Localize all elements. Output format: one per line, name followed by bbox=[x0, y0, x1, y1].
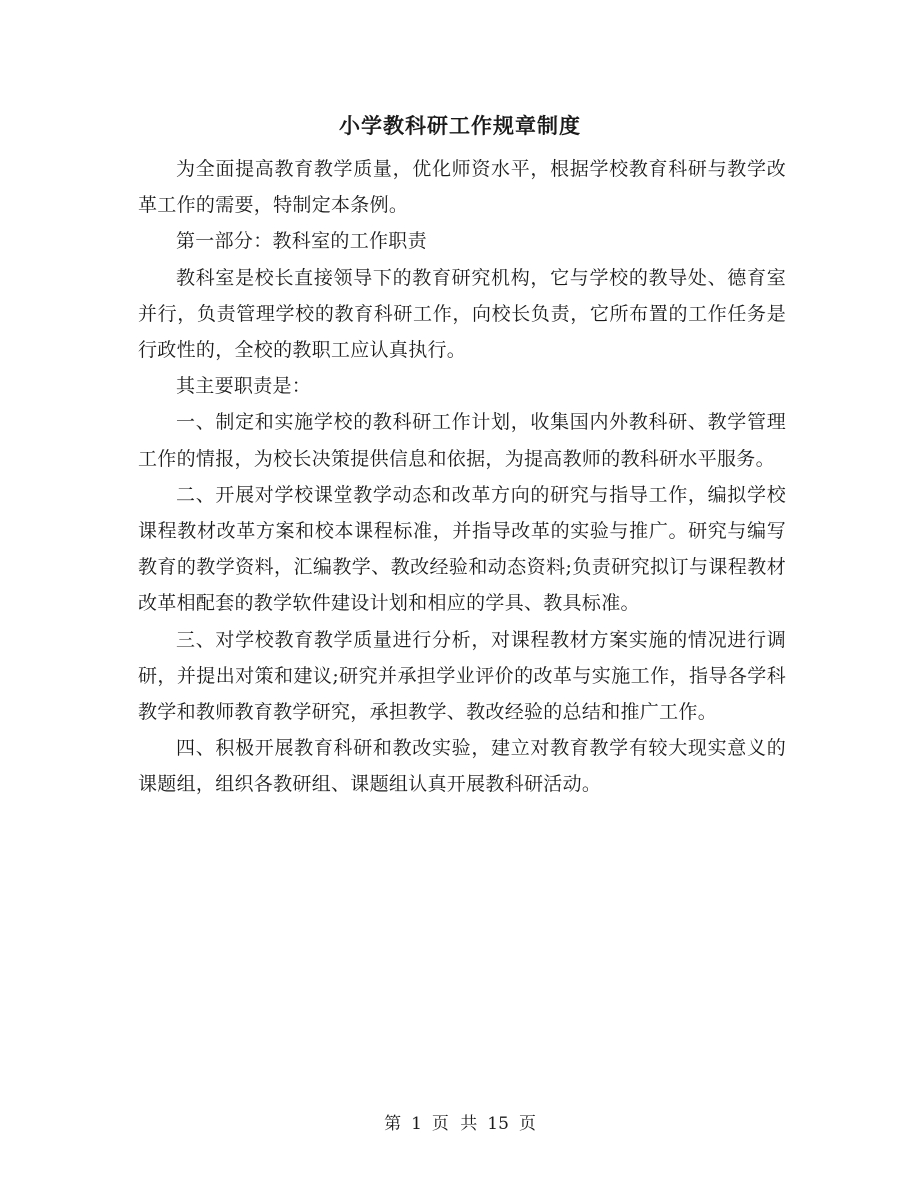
page-number: 1 bbox=[411, 1114, 422, 1134]
footer-prefix: 第 bbox=[384, 1114, 402, 1134]
page-footer bbox=[0, 1112, 920, 1136]
duties-heading: 其主要职责是： bbox=[176, 375, 312, 398]
total-pages: 15 bbox=[487, 1114, 509, 1134]
document-body bbox=[138, 151, 786, 803]
duty-item-3: 三、对学校教育教学质量进行分析，对课程教材方案实施的情况进行调研，并提出对策和建议;研究并承担学业评价的改革与实施工作，指导各学科教学和教师教育教学研究，承担教学、教改经验的总结和推广工作。 bbox=[138, 628, 786, 724]
intro-paragraph: 为全面提高教育教学质量，优化师资水平，根据学校教育科研与教学改革工作的需要，特制定本条例。 bbox=[138, 158, 786, 217]
duty-item-2: 二、开展对学校课堂教学动态和改革方向的研究与指导工作，编拟学校课程教材改革方案和校本课程标准，并指导改革的实验与推广。研究与编写教育的教学资料，汇编教学、教改经验和动态资料;负责研究拟订与课程教材改革相配套的教学软件建设计划和相应的学具、教具标准。 bbox=[138, 483, 786, 615]
duty-item-4: 四、积极开展教育科研和教改实验，建立对教育教学有较大现实意义的课题组，组织各教研组、课题组认真开展教科研活动。 bbox=[138, 737, 786, 796]
footer-suffix: 页 bbox=[518, 1114, 536, 1134]
footer-middle: 页 共 bbox=[431, 1114, 478, 1134]
section-heading: 第一部分：教科室的工作职责 bbox=[176, 230, 427, 253]
body-paragraph: 教科室是校长直接领导下的教育研究机构，它与学校的教导处、德育室并行，负责管理学校的教育科研工作，向校长负责，它所布置的工作任务是行政性的，全校的教职工应认真执行。 bbox=[138, 266, 786, 362]
document-title: 小学教科研工作规章制度 bbox=[339, 113, 581, 138]
duty-item-1: 一、制定和实施学校的教科研工作计划，收集国内外教科研、教学管理工作的情报，为校长决策提供信息和依据，为提高教师的教科研水平服务。 bbox=[138, 411, 786, 470]
